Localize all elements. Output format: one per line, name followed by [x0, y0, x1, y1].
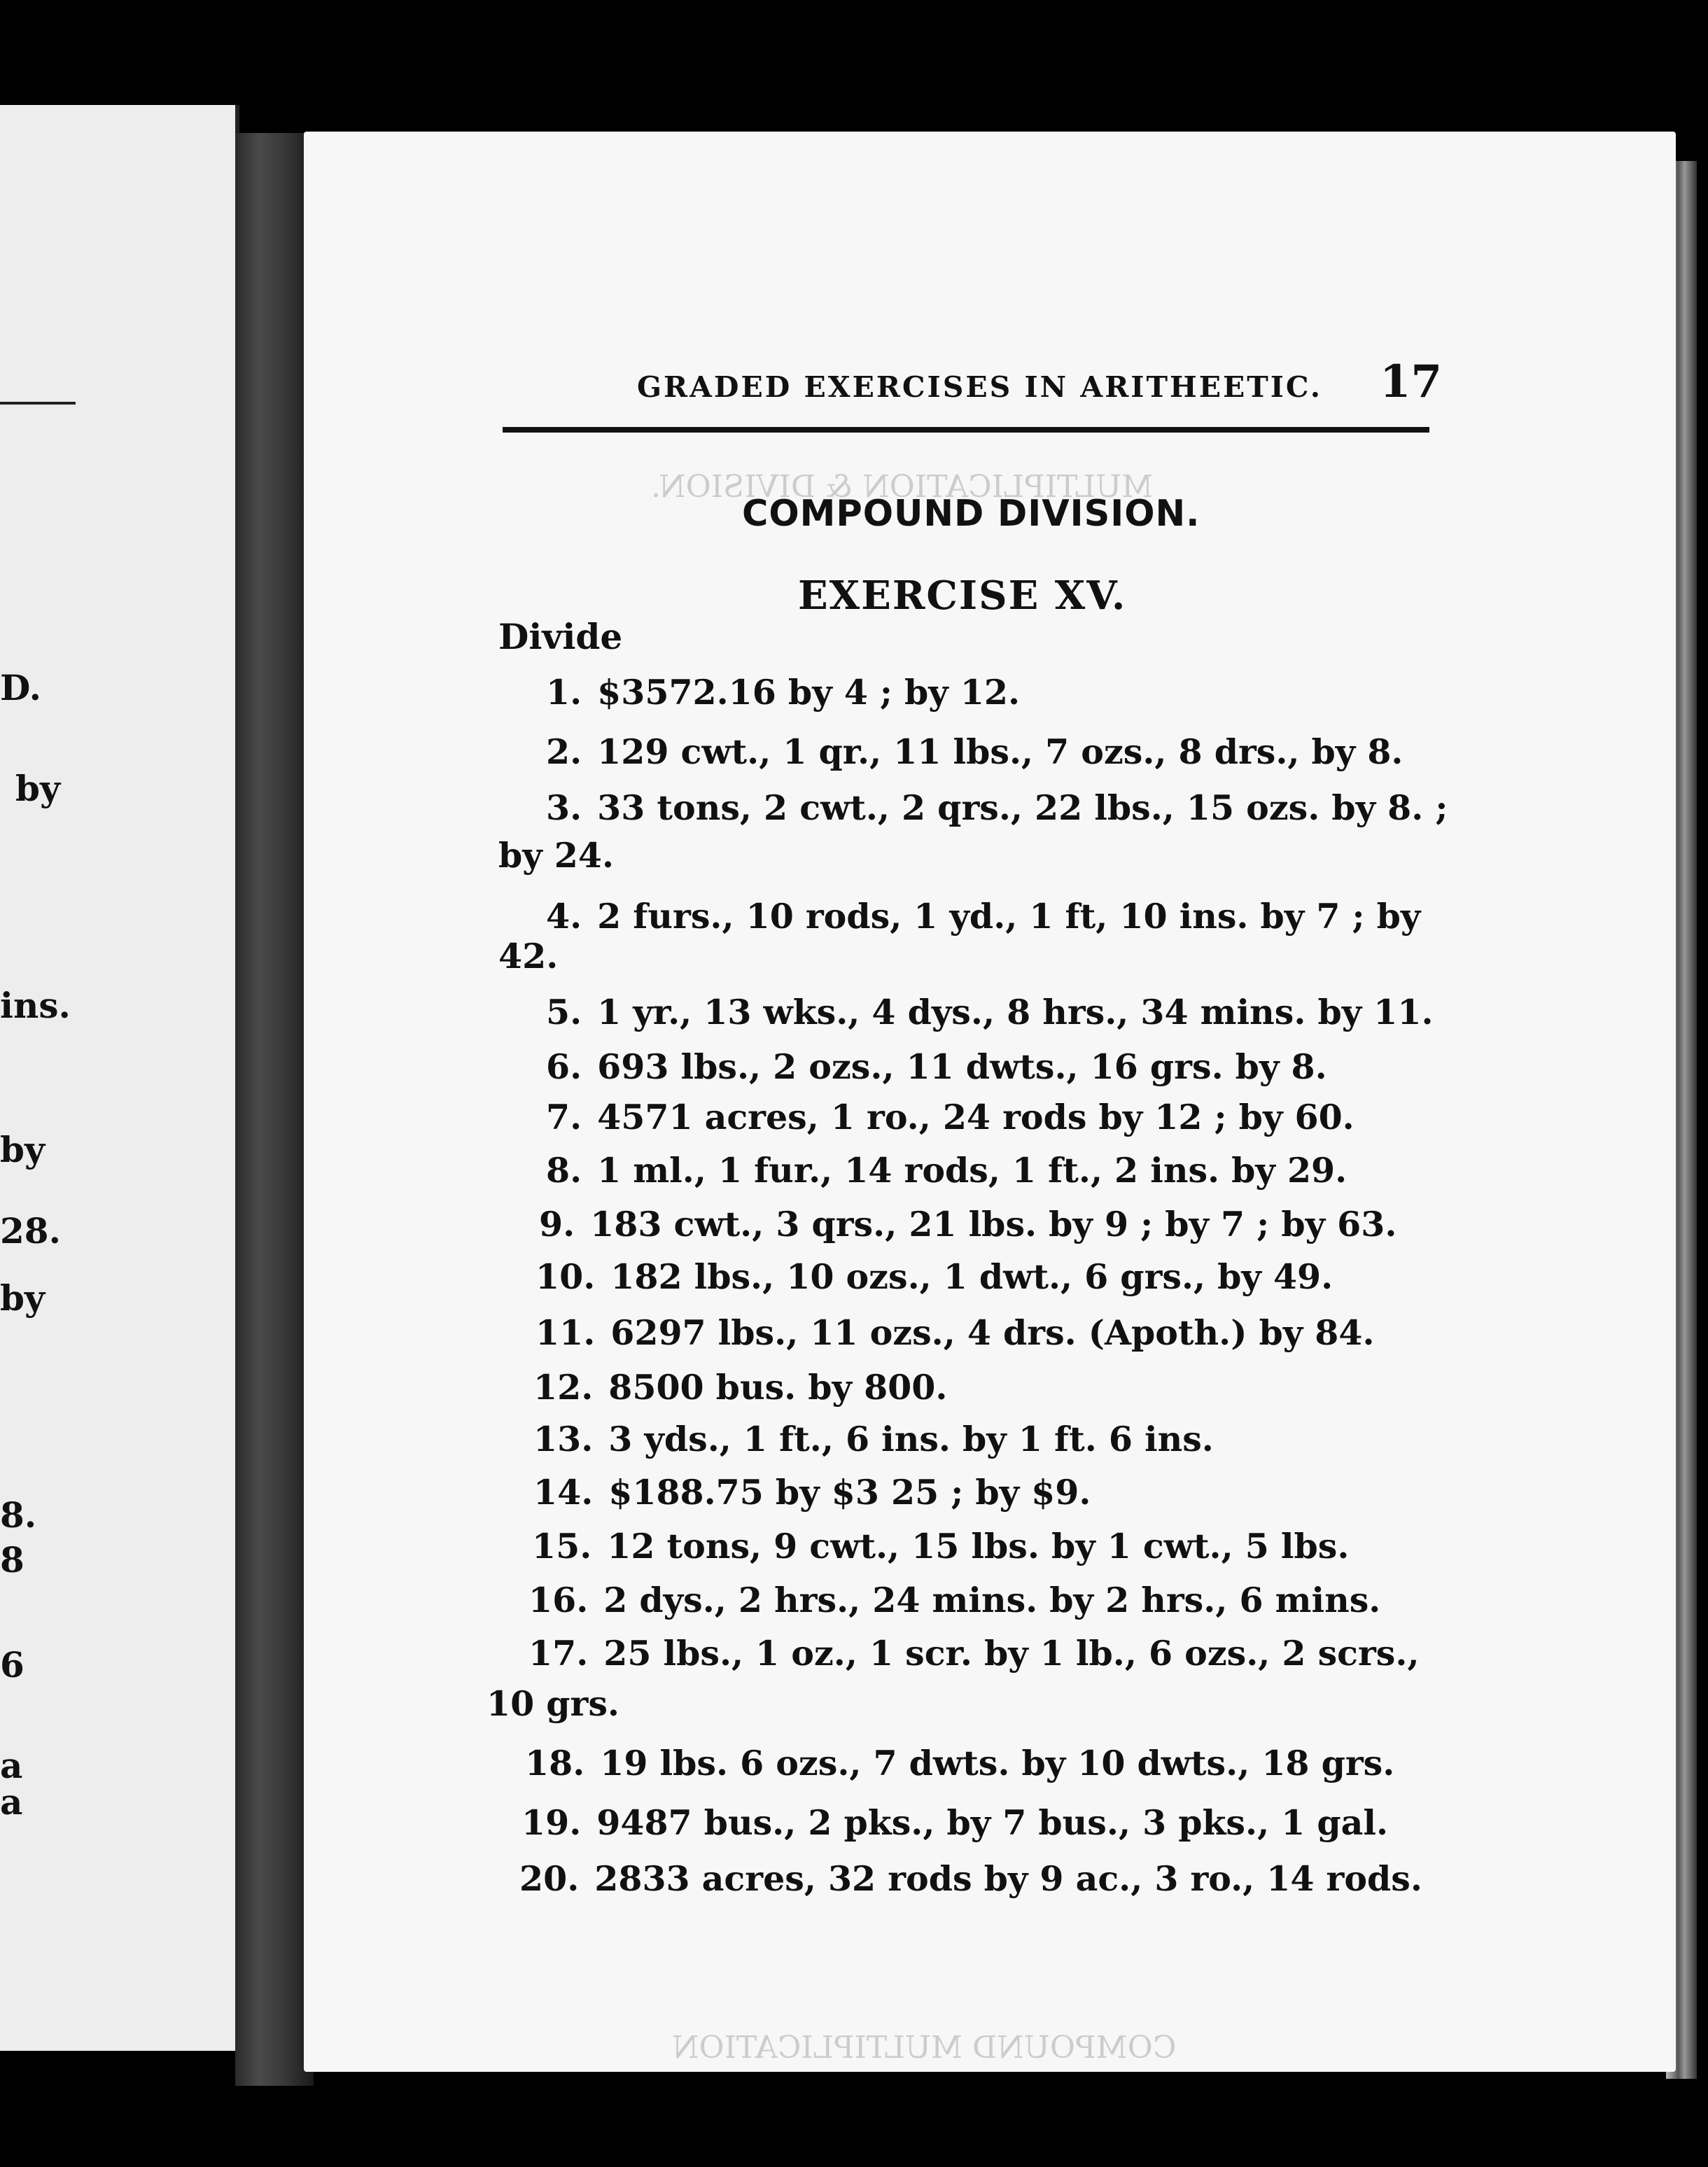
page-number: 17	[1379, 356, 1442, 408]
problem-number: 9.	[539, 1204, 575, 1244]
left-page-fragment: D.	[0, 667, 41, 708]
problem-number: 16.	[528, 1580, 589, 1620]
left-page-fragment: 8	[0, 1539, 24, 1580]
problem-text: 182 lbs., 10 ozs., 1 dwt., 6 grs., by 49.	[610, 1256, 1334, 1297]
left-page-fragment: a	[0, 1781, 23, 1823]
problem-text: 25 lbs., 1 oz., 1 scr. by 1 lb., 6 ozs., 2 scrs.,	[603, 1633, 1420, 1674]
left-page-fragment: by	[15, 768, 61, 809]
left-page-fragment: ins.	[0, 985, 71, 1026]
running-title: GRADED EXERCISES IN ARITHEETIC.	[637, 370, 1323, 404]
left-facing-page	[0, 105, 239, 2051]
problem-text: $3572.16 by 4 ; by 12.	[597, 672, 1021, 713]
problem-15	[532, 1526, 1350, 1566]
problem-19	[522, 1802, 1389, 1843]
problem-text: 6297 lbs., 11 ozs., 4 drs. (Apoth.) by 84.	[610, 1312, 1375, 1353]
book-spine	[235, 133, 314, 2086]
problem-13	[533, 1419, 1214, 1459]
problem-text: by 24.	[498, 835, 615, 876]
problem-text: 1 ml., 1 fur., 14 rods, 1 ft., 2 ins. by 29.	[597, 1150, 1348, 1191]
problem-5	[546, 992, 1434, 1032]
problem-18	[525, 1743, 1395, 1783]
problem-16	[528, 1580, 1381, 1620]
header-rule	[503, 427, 1429, 433]
problem-text: 1 yr., 13 wks., 4 dys., 8 hrs., 34 mins. by 11.	[597, 992, 1434, 1032]
problem-text: 2 dys., 2 hrs., 24 mins. by 2 hrs., 6 mins.	[603, 1580, 1381, 1620]
left-page-fragment: by	[0, 1129, 46, 1170]
problem-3-continuation	[498, 835, 615, 876]
problem-text: 4571 acres, 1 ro., 24 rods by 12 ; by 60.	[597, 1097, 1354, 1137]
problem-number: 6.	[546, 1046, 582, 1087]
problem-text: 19 lbs. 6 ozs., 7 dwts. by 10 dwts., 18 grs.	[600, 1743, 1395, 1783]
problem-3	[546, 787, 1448, 828]
left-page-fragment: 8.	[0, 1494, 37, 1536]
problem-12	[533, 1367, 948, 1408]
problem-4	[546, 896, 1421, 937]
problem-text: 3 yds., 1 ft., 6 ins. by 1 ft. 6 ins.	[608, 1419, 1214, 1459]
exercise-title: EXERCISE XV.	[798, 573, 1127, 619]
problem-8	[546, 1150, 1348, 1191]
problem-text: 33 tons, 2 cwt., 2 qrs., 22 lbs., 15 ozs. by 8. ;	[597, 787, 1448, 828]
problem-10	[536, 1256, 1334, 1297]
problem-number: 17.	[528, 1633, 589, 1674]
problem-text: 8500 bus. by 800.	[608, 1367, 948, 1408]
problem-text: 42.	[498, 936, 559, 976]
problem-number: 4.	[546, 896, 582, 937]
problem-11	[536, 1312, 1375, 1353]
show-through-text: MULTIPLICATION & DIVISION.	[651, 469, 1154, 505]
instruction-text: Divide	[498, 616, 623, 657]
problem-number: 19.	[522, 1802, 582, 1843]
problem-text: 183 cwt., 3 qrs., 21 lbs. by 9 ; by 7 ; by 63.	[590, 1204, 1397, 1244]
show-through-text: COMPOUND MULTIPLICATION	[672, 2030, 1177, 2066]
problem-6	[546, 1046, 1327, 1087]
problem-number: 11.	[536, 1312, 596, 1353]
problem-text: 10 grs.	[486, 1683, 620, 1724]
problem-number: 14.	[533, 1472, 594, 1513]
problem-text: $188.75 by $3 25 ; by $9.	[608, 1472, 1091, 1513]
problem-number: 15.	[532, 1526, 592, 1566]
problem-number: 20.	[519, 1858, 580, 1899]
problem-1	[546, 672, 1021, 713]
problem-17	[528, 1633, 1420, 1674]
problem-number: 5.	[546, 992, 582, 1032]
problem-text: 12 tons, 9 cwt., 15 lbs. by 1 cwt., 5 lbs.	[607, 1526, 1350, 1566]
problem-text: 2 furs., 10 rods, 1 yd., 1 ft, 10 ins. by 7 ; by	[597, 896, 1421, 937]
left-page-fragment: a	[0, 1745, 23, 1786]
problem-number: 7.	[546, 1097, 582, 1137]
problem-4-continuation	[498, 936, 559, 976]
running-header	[637, 356, 1442, 408]
problem-number: 8.	[546, 1150, 582, 1191]
problem-text: 2833 acres, 32 rods by 9 ac., 3 ro., 14 rods.	[594, 1858, 1422, 1899]
left-page-fragment: 6	[0, 1644, 24, 1685]
problem-14	[533, 1472, 1091, 1513]
problem-number: 1.	[546, 672, 582, 713]
problem-number: 3.	[546, 787, 582, 828]
section-title: COMPOUND DIVISION.	[742, 493, 1200, 535]
problem-number: 12.	[533, 1367, 594, 1408]
problem-number: 13.	[533, 1419, 594, 1459]
problem-20	[519, 1858, 1422, 1899]
problem-number: 10.	[536, 1256, 596, 1297]
problem-text: 129 cwt., 1 qr., 11 lbs., 7 ozs., 8 drs., by 8.	[597, 731, 1404, 772]
problem-text: 693 lbs., 2 ozs., 11 dwts., 16 grs. by 8.	[597, 1046, 1327, 1087]
left-page-rule	[0, 402, 76, 405]
left-page-fragment: 28.	[0, 1210, 61, 1251]
problem-number: 2.	[546, 731, 582, 772]
problem-number: 18.	[525, 1743, 585, 1783]
problem-7	[546, 1097, 1354, 1137]
problem-17-continuation	[486, 1683, 620, 1724]
problem-text: 9487 bus., 2 pks., by 7 bus., 3 pks., 1 gal.	[596, 1802, 1389, 1843]
problem-9	[539, 1204, 1397, 1244]
left-page-fragment: by	[0, 1277, 46, 1319]
problem-2	[546, 731, 1404, 772]
